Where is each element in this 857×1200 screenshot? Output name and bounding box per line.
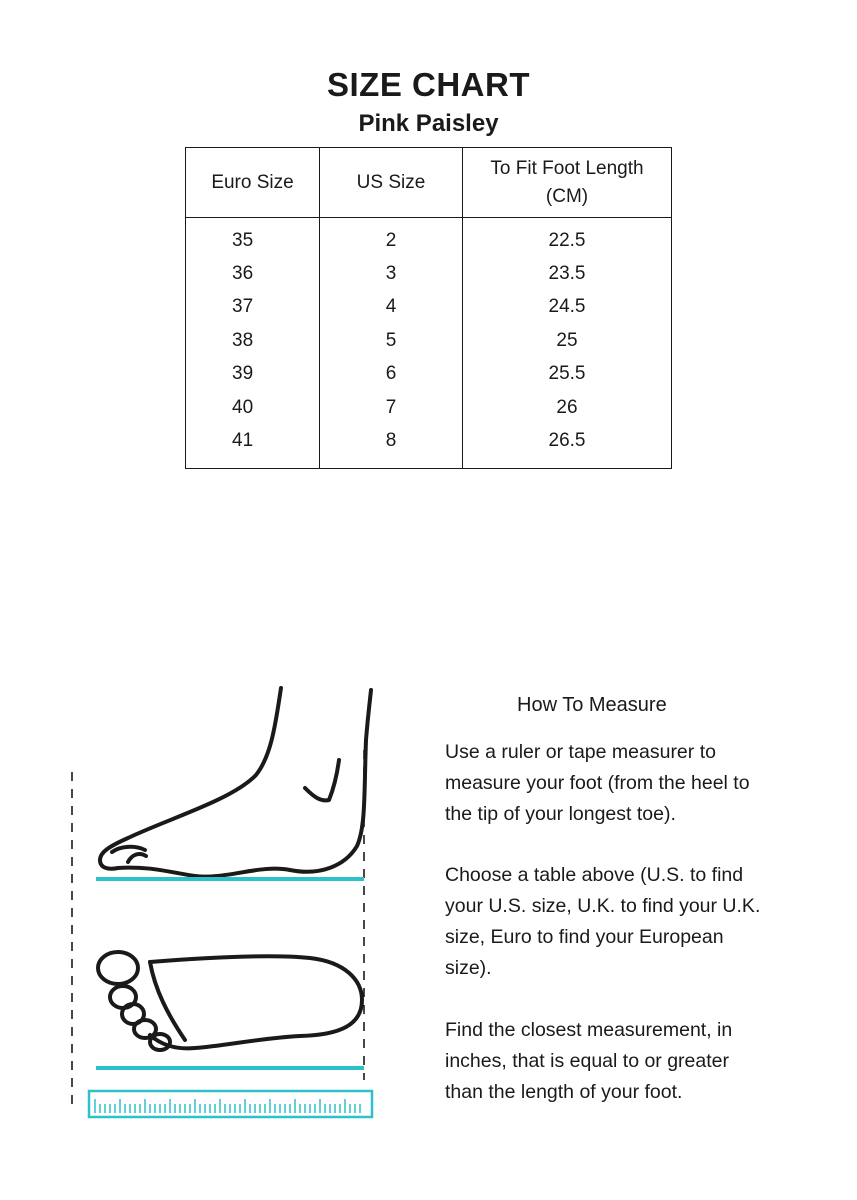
euro-size-cell: 41 [186, 424, 320, 468]
euro-size-cell: 38 [186, 324, 320, 357]
us-size-cell: 2 [320, 218, 463, 258]
instruction-line: the tip of your longest toe). [445, 803, 676, 825]
euro-size-cell: 40 [186, 391, 320, 424]
foot-sole-icon [98, 952, 362, 1050]
euro-size-cell: 35 [186, 218, 320, 258]
page-title: SIZE CHART [327, 66, 530, 103]
how-to-measure-title: How To Measure [517, 694, 667, 716]
foot-length-cell: 25 [556, 329, 578, 351]
instruction-line: Find the closest measurement, in [445, 1019, 733, 1041]
header-us-size: US Size [320, 148, 463, 218]
header-foot-length-label: To Fit Foot Length [490, 157, 644, 179]
foot-length-cell: 25.5 [548, 363, 586, 385]
us-size-cell: 8 [320, 424, 463, 468]
header-euro-size: Euro Size [186, 148, 320, 218]
instruction-line: Use a ruler or tape measurer to [445, 741, 716, 763]
instruction-line: inches, that is equal to or greater [445, 1050, 729, 1072]
us-size-cell: 5 [320, 324, 463, 357]
header-foot-length-unit: (CM) [545, 185, 589, 207]
foot-length-cell: 26 [556, 396, 578, 418]
us-size-cell: 4 [320, 291, 463, 324]
ruler-icon [89, 1091, 372, 1117]
instruction-line: than the length of your foot. [445, 1081, 683, 1103]
foot-length-cell: 23.5 [548, 263, 586, 285]
us-size-cell: 3 [320, 257, 463, 290]
foot-length-cell: 24.5 [548, 296, 586, 318]
instruction-line: your U.S. size, U.K. to find your U.K. [445, 895, 761, 917]
instruction-paragraph-1 [445, 737, 825, 830]
us-size-cell: 6 [320, 358, 463, 391]
instruction-line: size). [445, 957, 492, 979]
product-name: Pink Paisley [358, 110, 499, 137]
instruction-line: measure your foot (from the heel to [445, 772, 750, 794]
foot-side-view-icon [100, 688, 371, 877]
us-size-cell: 7 [320, 391, 463, 424]
instruction-line: size, Euro to find your European [445, 926, 724, 948]
instruction-line: Choose a table above (U.S. to find [445, 864, 744, 886]
foot-length-cell: 26.5 [548, 430, 586, 452]
euro-size-cell: 37 [186, 291, 320, 324]
foot-length-cell: 22.5 [548, 229, 586, 251]
euro-size-cell: 39 [186, 358, 320, 391]
instruction-paragraph-2 [445, 860, 825, 984]
euro-size-cell: 36 [186, 257, 320, 290]
instruction-paragraph-3 [445, 1015, 825, 1108]
